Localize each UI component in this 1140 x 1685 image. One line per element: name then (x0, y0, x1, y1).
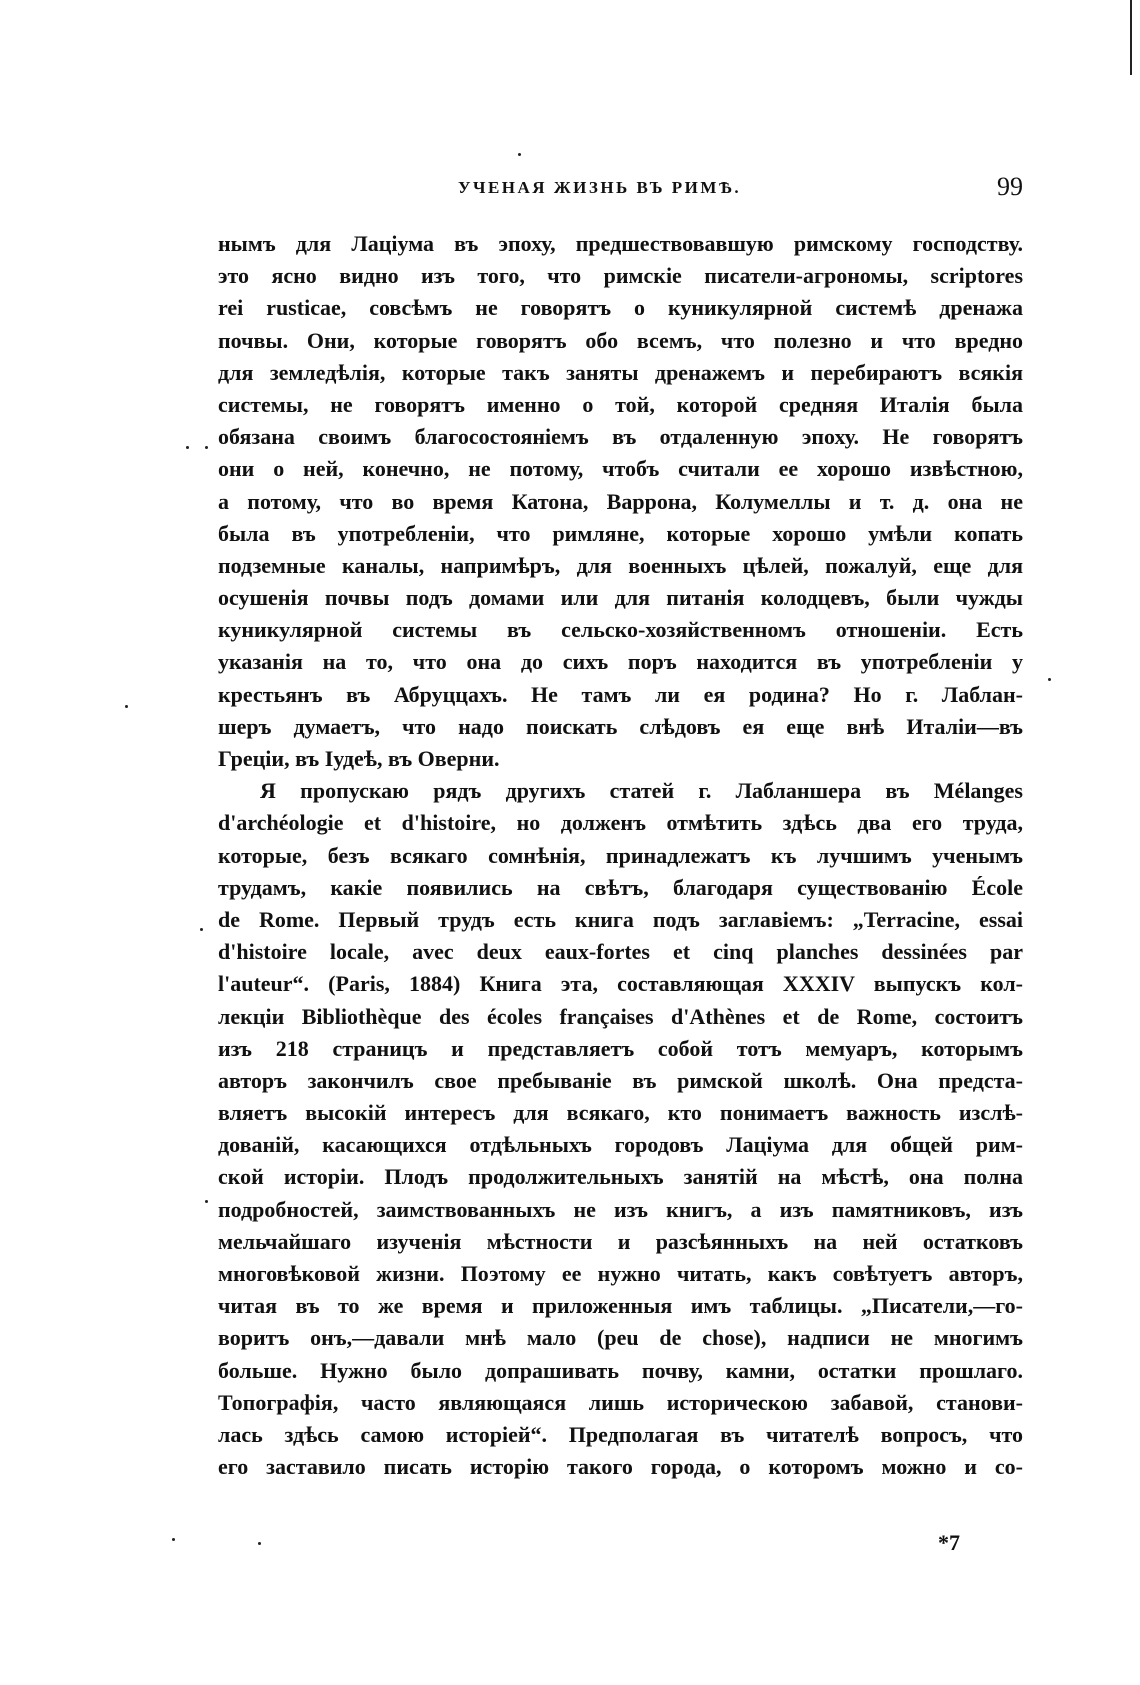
text-line: l'auteur“. (Paris, 1884) Книга эта, составляющая XXXIV выпускъ кол- (218, 971, 1023, 997)
scan-speck (518, 153, 521, 156)
text-line: его заставило писать исторiю такого города, о которомъ можно и со- (218, 1454, 1023, 1480)
text-line: вляетъ высокiй интересъ для всякаго, кто понимаетъ важность изслѣ- (218, 1100, 1023, 1126)
text-line: нымъ для Лацiума въ эпоху, предшествовавшую римскому господству. (218, 231, 1023, 256)
running-title: УЧЕНАЯ ЖИЗНЬ ВЪ РИМѢ. (458, 178, 742, 197)
text-line: была въ употребленiи, что римляне, которые хорошо умѣли копать (218, 520, 1023, 546)
text-line: лекцiи Bibliothèque des écoles françaises d'Athènes et de Rome, состоитъ (218, 1003, 1023, 1029)
paragraph-2 (218, 775, 1023, 1483)
text-line: изъ 218 страницъ и представляетъ собой тотъ мемуаръ, которымъ (218, 1035, 1023, 1061)
text-line: они о ней, конечно, не потому, чтобъ считали ее хорошо извѣстною, (218, 456, 1023, 482)
page-number: 99 (997, 172, 1023, 201)
page-header (218, 172, 1023, 212)
paragraph-1 (218, 228, 1023, 775)
text-line: Я пропускаю рядъ другихъ статей г. Лабланшера въ Mélanges (260, 778, 1023, 804)
text-line: d'archéologie et d'histoire, но долженъ отмѣтить здѣсь два его труда, (218, 810, 1023, 836)
text-line: больше. Нужно было допрашивать почву, камни, остатки прошлаго. (218, 1357, 1023, 1383)
text-line: почвы. Они, которые говорятъ обо всемъ, что полезно и что вредно (218, 327, 1023, 353)
scan-speck (200, 928, 203, 931)
text-line: мельчайшаго изученiя мѣстности и разсѣянныхъ на ней остатковъ (218, 1228, 1023, 1254)
text-line: подробностей, заимствованныхъ не изъ книгъ, а изъ памятниковъ, изъ (218, 1196, 1023, 1222)
text-line: читая въ то же время и приложенныя имъ таблицы. „Писатели,—го- (218, 1293, 1023, 1319)
text-line: Грецiи, въ Iудеѣ, въ Оверни. (218, 746, 500, 771)
text-line: указанiя на то, что она до сихъ поръ находится въ употребленiи у (218, 649, 1023, 675)
text-line: системы, не говорятъ именно о той, которой средняя Италiя была (218, 391, 1023, 417)
text-line: Топографiя, часто являющаяся лишь историческою забавой, станови- (218, 1389, 1023, 1415)
text-line: трудамъ, какiе появились на свѣтъ, благодаря существованiю École (218, 874, 1023, 900)
text-line: авторъ закончилъ свое пребыванiе въ римской школѣ. Она предста- (218, 1067, 1023, 1093)
scan-speck (205, 446, 208, 449)
text-line: шеръ думаетъ, что надо поискать слѣдовъ ея еще внѣ Италiи—въ (218, 713, 1023, 739)
text-line: многовѣковой жизни. Поэтому ее нужно читать, какъ совѣтуетъ авторъ, (218, 1261, 1023, 1286)
text-line: d'histoire locale, avec deux eaux-fortes et cinq planches dessinées par (218, 939, 1023, 965)
text-line: дованiй, касающихся отдѣльныхъ городовъ Лацiума для общей рим- (218, 1132, 1023, 1158)
body-text (218, 228, 1023, 1483)
text-line: лась здѣсь самою исторiей“. Предполагая въ читателѣ вопросъ, что (218, 1421, 1023, 1447)
scan-speck (258, 1542, 261, 1545)
scan-speck (1048, 678, 1051, 681)
scan-speck (125, 705, 128, 708)
text-line: куникулярной системы въ сельско-хозяйственномъ отношенiи. Есть (218, 617, 1023, 643)
text-line: крестьянъ въ Абруццахъ. Не тамъ ли ея родина? Но г. Лаблан- (218, 681, 1023, 707)
text-line: ской исторiи. Плодъ продолжительныхъ занятiй на мѣстѣ, она полна (218, 1164, 1023, 1190)
text-line: rei rusticae, совсѣмъ не говорятъ о куникулярной системѣ дренажа (218, 295, 1023, 321)
text-line: а потому, что во время Катона, Варрона, Колумеллы и т. д. она не (218, 488, 1023, 514)
text-line: для земледѣлiя, которые такъ заняты дренажемъ и перебираютъ всякiя (218, 359, 1023, 385)
text-line: обязана своимъ благосостоянiемъ въ отдаленную эпоху. Не говорятъ (218, 424, 1023, 450)
text-line: de Rome. Первый трудъ есть книга подъ заглавiемъ: „Terracine, essai (218, 906, 1023, 932)
text-line: подземные каналы, напримѣръ, для военныхъ цѣлей, пожалуй, еще для (218, 552, 1023, 578)
text-line: это ясно видно изъ того, что римскiе писатели-агрономы, scriptores (218, 263, 1023, 289)
scan-speck (205, 1200, 208, 1203)
text-line: которые, безъ всякаго сомнѣнiя, принадлежатъ къ лучшимъ ученымъ (218, 842, 1023, 868)
scan-speck (172, 1538, 175, 1541)
page-edge-line (1130, 0, 1140, 75)
text-line: осушенiя почвы подъ домами или для питанiя колодцевъ, были чужды (218, 585, 1023, 611)
scan-speck (186, 446, 189, 449)
text-line: воритъ онъ,—давали мнѣ мало (peu de chose), надписи не многимъ (218, 1325, 1023, 1351)
signature-mark: *7 (938, 1530, 960, 1555)
